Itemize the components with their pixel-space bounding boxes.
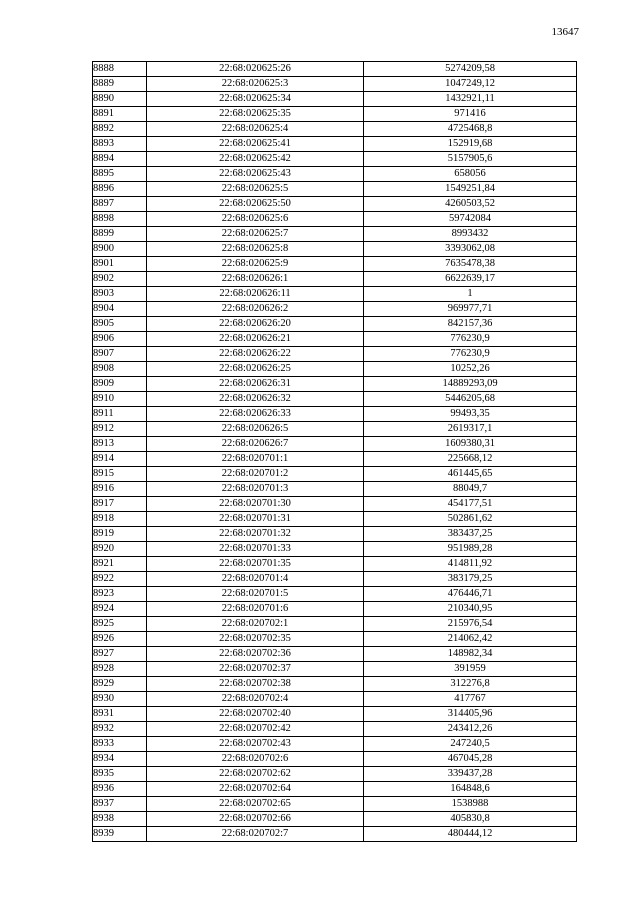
table-row: [93, 332, 577, 347]
cadastral-number-cell: 22:68:020702:38: [147, 677, 364, 692]
value-cell: 417767: [364, 692, 577, 707]
cadastral-number-cell: 22:68:020626:22: [147, 347, 364, 362]
row-number-cell: 8917: [93, 497, 147, 512]
table-row: [93, 617, 577, 632]
cadastral-number-cell: 22:68:020702:66: [147, 812, 364, 827]
cadastral-number-cell: 22:68:020626:2: [147, 302, 364, 317]
table-row: [93, 797, 577, 812]
cadastral-number-cell: 22:68:020625:7: [147, 227, 364, 242]
row-number-cell: 8899: [93, 227, 147, 242]
value-cell: 1047249,12: [364, 77, 577, 92]
table-row: [93, 152, 577, 167]
cadastral-number-cell: 22:68:020626:20: [147, 317, 364, 332]
value-cell: 461445,65: [364, 467, 577, 482]
value-cell: 776230,9: [364, 332, 577, 347]
value-cell: 5446205,68: [364, 392, 577, 407]
row-number-cell: 8939: [93, 827, 147, 842]
table-row: [93, 737, 577, 752]
table-row: [93, 362, 577, 377]
cadastral-number-cell: 22:68:020626:32: [147, 392, 364, 407]
value-cell: 476446,71: [364, 587, 577, 602]
table-row: [93, 782, 577, 797]
table-row: [93, 437, 577, 452]
cadastral-number-cell: 22:68:020701:1: [147, 452, 364, 467]
cadastral-number-cell: 22:68:020625:42: [147, 152, 364, 167]
row-number-cell: 8918: [93, 512, 147, 527]
value-cell: 842157,36: [364, 317, 577, 332]
cadastral-number-cell: 22:68:020701:6: [147, 602, 364, 617]
value-cell: 210340,95: [364, 602, 577, 617]
table-row: [93, 692, 577, 707]
value-cell: 5274209,58: [364, 62, 577, 77]
value-cell: 3393062,08: [364, 242, 577, 257]
row-number-cell: 8935: [93, 767, 147, 782]
table-row: [93, 77, 577, 92]
cadastral-number-cell: 22:68:020625:6: [147, 212, 364, 227]
cadastral-number-cell: 22:68:020701:3: [147, 482, 364, 497]
row-number-cell: 8905: [93, 317, 147, 332]
cadastral-number-cell: 22:68:020625:3: [147, 77, 364, 92]
table-row: [93, 557, 577, 572]
table-row: [93, 107, 577, 122]
row-number-cell: 8902: [93, 272, 147, 287]
cadastral-number-cell: 22:68:020625:26: [147, 62, 364, 77]
row-number-cell: 8924: [93, 602, 147, 617]
value-cell: 969977,71: [364, 302, 577, 317]
table-row: [93, 227, 577, 242]
cadastral-number-cell: 22:68:020702:62: [147, 767, 364, 782]
cadastral-number-cell: 22:68:020701:33: [147, 542, 364, 557]
table-row: [93, 137, 577, 152]
row-number-cell: 8895: [93, 167, 147, 182]
cadastral-number-cell: 22:68:020625:35: [147, 107, 364, 122]
row-number-cell: 8896: [93, 182, 147, 197]
cadastral-number-cell: 22:68:020625:9: [147, 257, 364, 272]
table-row: [93, 677, 577, 692]
cadastral-number-cell: 22:68:020626:21: [147, 332, 364, 347]
table-row: [93, 827, 577, 842]
row-number-cell: 8931: [93, 707, 147, 722]
table-row: [93, 422, 577, 437]
row-number-cell: 8908: [93, 362, 147, 377]
value-cell: 14889293,09: [364, 377, 577, 392]
table-row: [93, 257, 577, 272]
value-cell: 405830,8: [364, 812, 577, 827]
value-cell: 1538988: [364, 797, 577, 812]
value-cell: 314405,96: [364, 707, 577, 722]
row-number-cell: 8906: [93, 332, 147, 347]
value-cell: 454177,51: [364, 497, 577, 512]
cadastral-number-cell: 22:68:020702:42: [147, 722, 364, 737]
value-cell: 7635478,38: [364, 257, 577, 272]
cadastral-number-cell: 22:68:020702:65: [147, 797, 364, 812]
table-row: [93, 752, 577, 767]
table-row: [93, 302, 577, 317]
row-number-cell: 8921: [93, 557, 147, 572]
row-number-cell: 8933: [93, 737, 147, 752]
table-row: [93, 482, 577, 497]
value-cell: 5157905,6: [364, 152, 577, 167]
cadastral-number-cell: 22:68:020701:32: [147, 527, 364, 542]
value-cell: 391959: [364, 662, 577, 677]
cadastral-number-cell: 22:68:020702:35: [147, 632, 364, 647]
table-row: [93, 587, 577, 602]
table-row: [93, 62, 577, 77]
table-row: [93, 812, 577, 827]
cadastral-number-cell: 22:68:020701:31: [147, 512, 364, 527]
row-number-cell: 8900: [93, 242, 147, 257]
table-row: [93, 497, 577, 512]
data-table: [92, 61, 577, 842]
cadastral-number-cell: 22:68:020625:8: [147, 242, 364, 257]
row-number-cell: 8894: [93, 152, 147, 167]
value-cell: 214062,42: [364, 632, 577, 647]
value-cell: 658056: [364, 167, 577, 182]
table-row: [93, 722, 577, 737]
row-number-cell: 8901: [93, 257, 147, 272]
cadastral-number-cell: 22:68:020702:36: [147, 647, 364, 662]
value-cell: 164848,6: [364, 782, 577, 797]
table-row: [93, 602, 577, 617]
table-row: [93, 542, 577, 557]
table-row: [93, 212, 577, 227]
row-number-cell: 8910: [93, 392, 147, 407]
row-number-cell: 8928: [93, 662, 147, 677]
value-cell: 480444,12: [364, 827, 577, 842]
value-cell: 215976,54: [364, 617, 577, 632]
row-number-cell: 8913: [93, 437, 147, 452]
table-row: [93, 197, 577, 212]
cadastral-number-cell: 22:68:020625:4: [147, 122, 364, 137]
row-number-cell: 8922: [93, 572, 147, 587]
cadastral-number-cell: 22:68:020625:34: [147, 92, 364, 107]
value-cell: 8993432: [364, 227, 577, 242]
table-row: [93, 707, 577, 722]
row-number-cell: 8909: [93, 377, 147, 392]
value-cell: 88049,7: [364, 482, 577, 497]
table-row: [93, 632, 577, 647]
value-cell: 502861,62: [364, 512, 577, 527]
row-number-cell: 8929: [93, 677, 147, 692]
value-cell: 2619317,1: [364, 422, 577, 437]
cadastral-number-cell: 22:68:020701:5: [147, 587, 364, 602]
table-row: [93, 512, 577, 527]
value-cell: 383437,25: [364, 527, 577, 542]
table-row: [93, 242, 577, 257]
value-cell: 467045,28: [364, 752, 577, 767]
cadastral-number-cell: 22:68:020701:2: [147, 467, 364, 482]
cadastral-number-cell: 22:68:020626:25: [147, 362, 364, 377]
row-number-cell: 8893: [93, 137, 147, 152]
table-row: [93, 272, 577, 287]
value-cell: 1609380,31: [364, 437, 577, 452]
row-number-cell: 8898: [93, 212, 147, 227]
row-number-cell: 8914: [93, 452, 147, 467]
table-body: [93, 62, 577, 842]
row-number-cell: 8911: [93, 407, 147, 422]
cadastral-number-cell: 22:68:020701:30: [147, 497, 364, 512]
table-row: [93, 287, 577, 302]
row-number-cell: 8897: [93, 197, 147, 212]
value-cell: 99493,35: [364, 407, 577, 422]
value-cell: 951989,28: [364, 542, 577, 557]
row-number-cell: 8919: [93, 527, 147, 542]
row-number-cell: 8938: [93, 812, 147, 827]
cadastral-number-cell: 22:68:020626:31: [147, 377, 364, 392]
cadastral-number-cell: 22:68:020701:4: [147, 572, 364, 587]
cadastral-number-cell: 22:68:020626:11: [147, 287, 364, 302]
cadastral-number-cell: 22:68:020702:43: [147, 737, 364, 752]
cadastral-number-cell: 22:68:020701:35: [147, 557, 364, 572]
cadastral-number-cell: 22:68:020702:4: [147, 692, 364, 707]
row-number-cell: 8934: [93, 752, 147, 767]
value-cell: 312276,8: [364, 677, 577, 692]
cadastral-number-cell: 22:68:020702:40: [147, 707, 364, 722]
cadastral-number-cell: 22:68:020702:64: [147, 782, 364, 797]
row-number-cell: 8923: [93, 587, 147, 602]
table-row: [93, 527, 577, 542]
cadastral-number-cell: 22:68:020626:1: [147, 272, 364, 287]
value-cell: 6622639,17: [364, 272, 577, 287]
cadastral-number-cell: 22:68:020702:7: [147, 827, 364, 842]
value-cell: 59742084: [364, 212, 577, 227]
table-row: [93, 407, 577, 422]
value-cell: 152919,68: [364, 137, 577, 152]
row-number-cell: 8912: [93, 422, 147, 437]
value-cell: 383179,25: [364, 572, 577, 587]
table-row: [93, 647, 577, 662]
value-cell: 1: [364, 287, 577, 302]
value-cell: 414811,92: [364, 557, 577, 572]
table-row: [93, 767, 577, 782]
cadastral-number-cell: 22:68:020702:6: [147, 752, 364, 767]
row-number-cell: 8903: [93, 287, 147, 302]
table-row: [93, 347, 577, 362]
row-number-cell: 8891: [93, 107, 147, 122]
value-cell: 971416: [364, 107, 577, 122]
page-number: 13647: [551, 26, 579, 38]
table-row: [93, 167, 577, 182]
row-number-cell: 8926: [93, 632, 147, 647]
row-number-cell: 8936: [93, 782, 147, 797]
table-row: [93, 392, 577, 407]
table-row: [93, 572, 577, 587]
row-number-cell: 8930: [93, 692, 147, 707]
value-cell: 243412,26: [364, 722, 577, 737]
cadastral-number-cell: 22:68:020625:41: [147, 137, 364, 152]
cadastral-number-cell: 22:68:020625:5: [147, 182, 364, 197]
table-row: [93, 92, 577, 107]
cadastral-number-cell: 22:68:020625:50: [147, 197, 364, 212]
cadastral-number-cell: 22:68:020625:43: [147, 167, 364, 182]
value-cell: 148982,34: [364, 647, 577, 662]
table-row: [93, 452, 577, 467]
table-row: [93, 377, 577, 392]
row-number-cell: 8890: [93, 92, 147, 107]
cadastral-number-cell: 22:68:020626:5: [147, 422, 364, 437]
cadastral-number-cell: 22:68:020702:1: [147, 617, 364, 632]
row-number-cell: 8915: [93, 467, 147, 482]
row-number-cell: 8889: [93, 77, 147, 92]
cadastral-number-cell: 22:68:020626:33: [147, 407, 364, 422]
row-number-cell: 8892: [93, 122, 147, 137]
row-number-cell: 8907: [93, 347, 147, 362]
value-cell: 1549251,84: [364, 182, 577, 197]
row-number-cell: 8904: [93, 302, 147, 317]
row-number-cell: 8920: [93, 542, 147, 557]
row-number-cell: 8925: [93, 617, 147, 632]
value-cell: 776230,9: [364, 347, 577, 362]
row-number-cell: 8888: [93, 62, 147, 77]
value-cell: 1432921,11: [364, 92, 577, 107]
table-row: [93, 122, 577, 137]
cadastral-number-cell: 22:68:020626:7: [147, 437, 364, 452]
cadastral-number-cell: 22:68:020702:37: [147, 662, 364, 677]
row-number-cell: 8932: [93, 722, 147, 737]
value-cell: 4260503,52: [364, 197, 577, 212]
table-row: [93, 182, 577, 197]
value-cell: 247240,5: [364, 737, 577, 752]
value-cell: 10252,26: [364, 362, 577, 377]
row-number-cell: 8937: [93, 797, 147, 812]
value-cell: 4725468,8: [364, 122, 577, 137]
value-cell: 339437,28: [364, 767, 577, 782]
table-row: [93, 467, 577, 482]
row-number-cell: 8927: [93, 647, 147, 662]
table-row: [93, 317, 577, 332]
row-number-cell: 8916: [93, 482, 147, 497]
value-cell: 225668,12: [364, 452, 577, 467]
table-row: [93, 662, 577, 677]
